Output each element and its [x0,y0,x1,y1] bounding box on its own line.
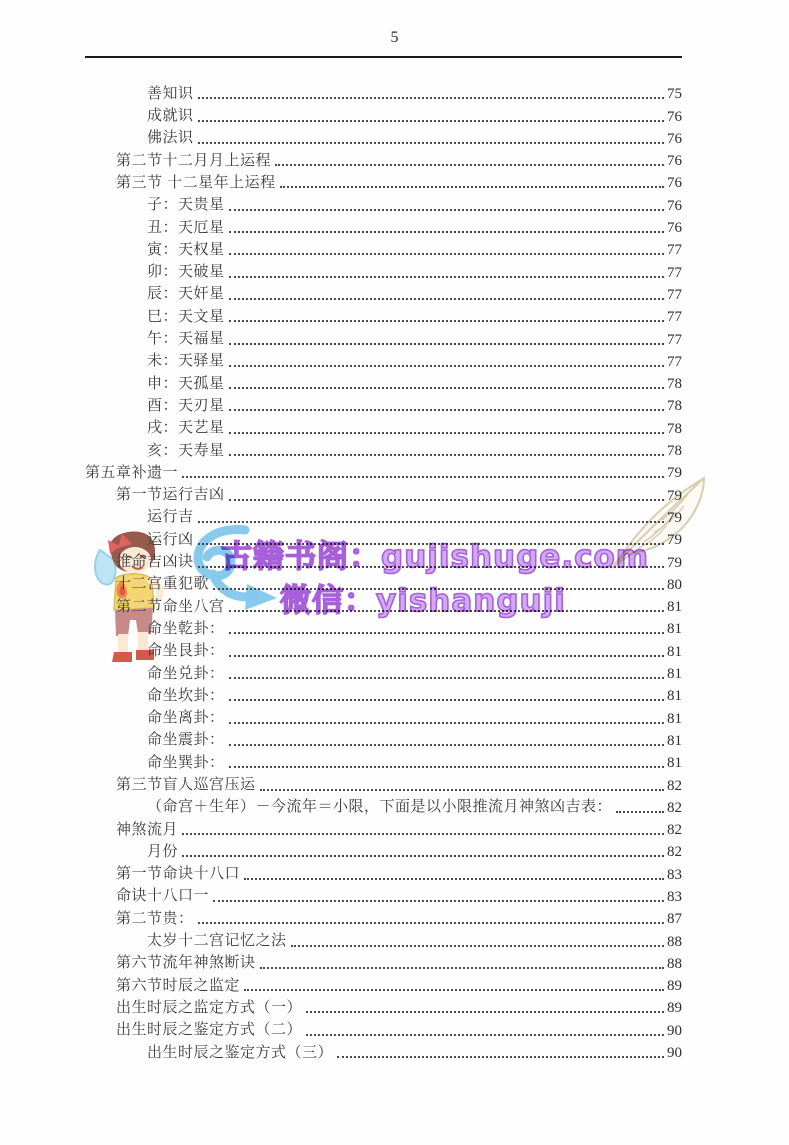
toc-entry-page: 78 [667,376,682,393]
toc-entry [85,995,682,1017]
dot-leader [229,655,664,657]
toc-entry-title: 第二节贵： [116,909,194,927]
dot-leader [198,142,664,144]
dot-leader [244,878,664,880]
dot-leader [229,632,664,634]
dot-leader [229,409,664,411]
dot-leader [229,454,664,456]
toc-entry-title: 第二节十二月月上运程 [116,151,272,169]
toc-entry-page: 75 [667,86,682,103]
toc-entry-page: 77 [667,353,682,370]
toc-entry-page: 83 [667,866,682,883]
toc-entry [85,951,682,973]
dot-leader [306,1011,664,1013]
toc-entry-title: 佛法识 [147,129,194,147]
dot-leader [182,833,664,835]
toc-entry [85,772,682,794]
toc-entry [85,683,682,705]
toc-entry-page: 81 [667,710,682,727]
dot-leader [280,186,664,188]
toc-entry-page: 77 [667,242,682,259]
toc-entry [85,103,682,125]
dot-leader [198,521,664,523]
dot-leader [229,766,664,768]
toc-entry-title: 卯：天破星 [147,263,225,281]
toc-entry-page: 87 [667,911,682,928]
dot-leader [229,677,664,679]
toc-entry-page: 79 [667,509,682,526]
dot-leader [260,967,664,969]
toc-entry-page: 77 [667,264,682,281]
dot-leader [229,365,664,367]
toc-entry [85,170,682,192]
toc-entry-title: 第三节 十二星年上运程 [116,173,276,191]
toc-entry [85,237,682,259]
toc-entry [85,148,682,170]
toc-entry-page: 78 [667,398,682,415]
toc-entry-title: 酉：天刃星 [147,396,225,414]
dot-leader [198,120,664,122]
toc-entry-title: 丑：天厄星 [147,218,225,236]
toc-entry-title: 子：天贵星 [147,196,225,214]
dot-leader [244,989,664,991]
toc-entry [85,349,682,371]
toc-entry-page: 81 [667,599,682,616]
toc-entry-page: 79 [667,554,682,571]
toc-entry-page: 77 [667,331,682,348]
toc-entry-title: 第一节运行吉凶 [116,486,225,504]
toc-entry-page: 79 [667,532,682,549]
dot-leader [306,1034,664,1036]
page-number: 5 [390,29,399,46]
toc-entry-title: 命坐震卦： [147,731,225,749]
toc-entry-title: 第六节时辰之监定 [116,976,241,994]
watermark-wechat-text: 微信：yishanguji [280,583,566,619]
header-rule [85,56,682,58]
toc-entry-page: 77 [667,309,682,326]
dot-leader [229,209,664,211]
dot-leader [229,253,664,255]
toc-entry-page: 78 [667,420,682,437]
dot-leader [229,343,664,345]
toc-entry-title: 出生时辰之监定方式（一） [116,998,303,1016]
toc-entry [85,282,682,304]
toc-entry-title: 运行凶 [147,530,194,548]
toc-entry [85,304,682,326]
toc-entry-title: 巳：天文星 [147,307,225,325]
dot-leader [229,744,664,746]
toc-entry [85,215,682,237]
dot-leader [291,945,664,947]
toc-entry-title: 午：天福星 [147,330,225,348]
dot-leader [213,900,664,902]
toc-entry-page: 82 [667,777,682,794]
toc-entry-page: 88 [667,933,682,950]
toc-entry [85,861,682,883]
toc-entry-page: 79 [667,487,682,504]
toc-entry-title: 太岁十二宫记忆之法 [147,932,287,950]
toc-entry [85,415,682,437]
toc-entry-page: 89 [667,1000,682,1017]
toc-entry-title: 戌：天艺星 [147,419,225,437]
toc-entry-title: 运行吉 [147,508,194,526]
toc-entry-page: 90 [667,1045,682,1062]
toc-entry-page: 81 [667,732,682,749]
toc-entry-page: 76 [667,153,682,170]
toc-entry [85,728,682,750]
toc-entry [85,817,682,839]
dot-leader [229,499,664,501]
toc-entry-title: 寅：天权星 [147,240,225,258]
dot-leader [229,276,664,278]
toc-entry-title: 第三节盲人巡宫压运 [116,776,256,793]
dot-leader [182,476,664,478]
toc-entry-page: 79 [667,465,682,482]
dot-leader [337,1056,664,1058]
watermark-site-text: 古籍书阁：gujishuge.com [221,539,650,575]
toc-entry [85,795,682,817]
dot-leader [198,922,664,924]
toc-entry-title: 第二节命坐八宫 [116,597,225,615]
dot-leader [229,432,664,434]
toc-entry-title: 命坐离卦： [147,709,225,727]
toc-entry-title: （命宫＋生年）－今流年＝小限，下面是以小限推流月神煞凶吉表： [147,798,613,816]
toc-entry [85,371,682,393]
toc-entry [85,1040,682,1062]
toc-entry [85,460,682,482]
toc-entry [85,505,682,527]
toc-entry-page: 82 [667,822,682,839]
toc-entry-title: 亥：天寿星 [147,441,225,459]
dot-leader [229,387,664,389]
toc-entry [85,126,682,148]
toc-entry-title: 第一节命诀十八口 [116,865,241,883]
toc-entry-page: 76 [667,197,682,214]
toc-entry-page: 90 [667,1022,682,1039]
toc-entry [85,81,682,103]
dot-leader [182,855,664,857]
toc-entry-page: 88 [667,955,682,972]
toc-entry-title: 命坐巽卦： [147,753,225,771]
toc-entry [85,928,682,950]
toc-entry-page: 81 [667,666,682,683]
dot-leader [198,97,664,99]
toc-entry-title: 善知识 [147,84,194,102]
toc-entry [85,884,682,906]
toc-entry-title: 第五章补遗一 [85,463,179,481]
dot-leader [229,231,664,233]
toc-entry-page: 78 [667,443,682,460]
toc-entry-title: 命坐乾卦： [147,619,225,637]
dot-leader [616,811,664,813]
toc-entry-title: 神煞流月 [116,820,179,838]
toc-entry [85,839,682,861]
toc-entry-page: 81 [667,755,682,772]
toc-entry [85,1017,682,1039]
toc-entry [85,259,682,281]
toc-entry-page: 81 [667,621,682,638]
toc-entry-title: 成就识 [147,107,194,125]
toc-entry-title: 推命吉凶诀 [116,553,194,571]
toc-entry-page: 76 [667,175,682,192]
toc-entry-title: 命坐艮卦： [147,642,225,660]
dot-leader [229,699,664,701]
toc-entry [85,750,682,772]
toc-entry-title: 命诀十八口一 [116,887,210,905]
dot-leader [229,320,664,322]
toc-entry-page: 76 [667,130,682,147]
toc-entry-title: 未：天驿星 [147,352,225,370]
toc-entry [85,438,682,460]
toc-entry [85,973,682,995]
toc-entry-page: 82 [667,844,682,861]
toc-entry-page: 81 [667,688,682,705]
toc-entry [85,393,682,415]
toc-entry [85,906,682,928]
toc-entry-title: 命坐坎卦： [147,686,225,704]
toc-entry-title: 出生时辰之鉴定方式（二） [116,1021,303,1039]
toc-entry-page: 81 [667,643,682,660]
toc-entry-title: 辰：天奸星 [147,285,225,303]
toc-entry-title: 十二宫重犯歌 [116,575,210,593]
toc-entry-page: 80 [667,576,682,593]
dot-leader [229,298,664,300]
toc-entry-page: 89 [667,978,682,995]
toc-entry-title: 申：天孤星 [147,374,225,392]
dot-leader [260,789,664,791]
toc-entry [85,705,682,727]
toc-entry [85,326,682,348]
toc-entry-page: 76 [667,108,682,125]
toc-entry-title: 命坐兑卦： [147,664,225,682]
toc-entry-page: 82 [667,799,682,816]
toc-entry-page: 77 [667,286,682,303]
toc-entry [85,192,682,214]
toc-entry-page: 83 [667,888,682,905]
dot-leader [229,722,664,724]
toc-entry [85,661,682,683]
toc-entry-title: 第六节流年神煞断诀 [116,954,256,972]
dot-leader [275,164,664,166]
toc-entry-title: 出生时辰之鉴定方式（三） [147,1043,334,1061]
toc-entry [85,638,682,660]
toc-entry [85,482,682,504]
toc-entry-title: 月份 [147,842,179,860]
toc-entry-page: 76 [667,220,682,237]
